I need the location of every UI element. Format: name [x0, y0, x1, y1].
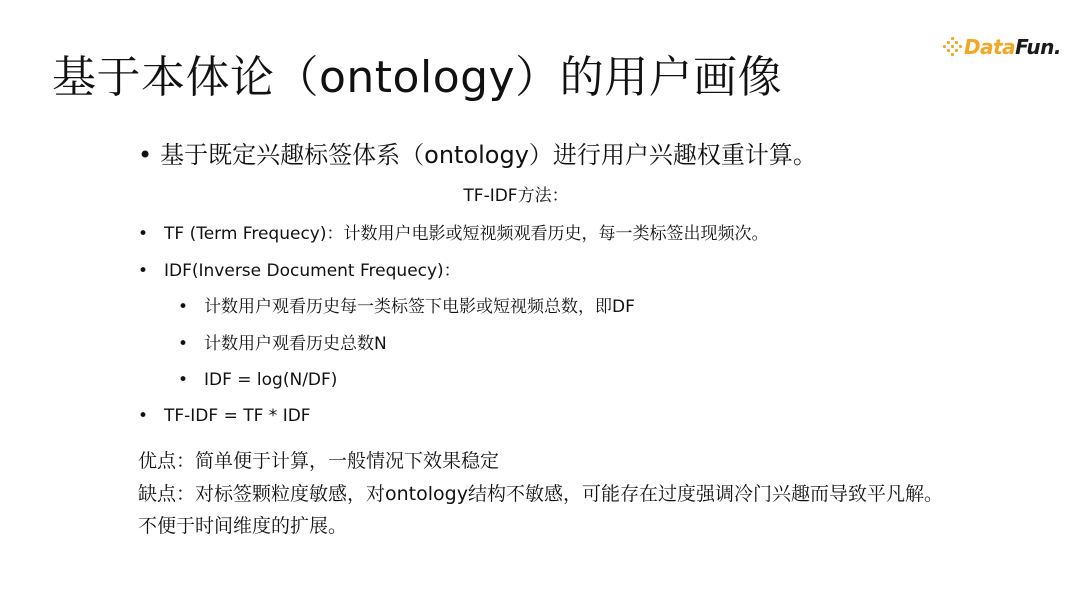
list-item-tf [138, 221, 769, 247]
main-point-text: 基于既定兴趣标签体系（ontology）进行用户兴趣权重计算。 [160, 141, 817, 169]
bullet-dot: • [178, 334, 189, 354]
list-item-tfidf [138, 403, 311, 429]
main-point [138, 138, 817, 172]
sub-item-df [178, 294, 635, 320]
method-caption: TF-IDF方法： [463, 186, 569, 206]
bullet-dot: • [138, 261, 149, 281]
bullet-dot: • [178, 297, 189, 317]
datafun-logo-icon [943, 37, 963, 57]
datafun-logo-text: DataFun. [964, 35, 1061, 59]
list-item-text: IDF(Inverse Document Frequecy)： [164, 261, 461, 281]
list-item-text: TF (Term Frequecy)：计数用户电影或短视频观看历史，每一类标签出现频次。 [164, 224, 769, 244]
cons-text: 缺点：对标签颗粒度敏感，对ontology结构不敏感，可能存在过度强调冷门兴趣而导致平凡解。 [138, 483, 943, 505]
pros-text: 优点：简单便于计算，一般情况下效果稳定 [138, 450, 500, 472]
sub-item-text: 计数用户观看历史总数N [204, 334, 387, 354]
list-item-idf [138, 258, 461, 284]
bullet-dot: • [138, 406, 149, 426]
bullet-dot: • [138, 141, 153, 169]
slide-title: 基于本体论（ontology）的用户画像 [52, 52, 783, 103]
sub-item-text: 计数用户观看历史每一类标签下电影或短视频总数，即DF [204, 297, 635, 317]
list-item-text: TF-IDF = TF * IDF [164, 406, 311, 426]
cons-text-continued: 不便于时间维度的扩展。 [138, 515, 348, 537]
sub-item-text: IDF = log(N/DF) [204, 370, 338, 390]
sub-item-n [178, 331, 387, 357]
bullet-dot: • [138, 224, 149, 244]
sub-item-idf-formula [178, 367, 337, 393]
bullet-dot: • [178, 370, 189, 390]
datafun-logo [943, 32, 1061, 62]
